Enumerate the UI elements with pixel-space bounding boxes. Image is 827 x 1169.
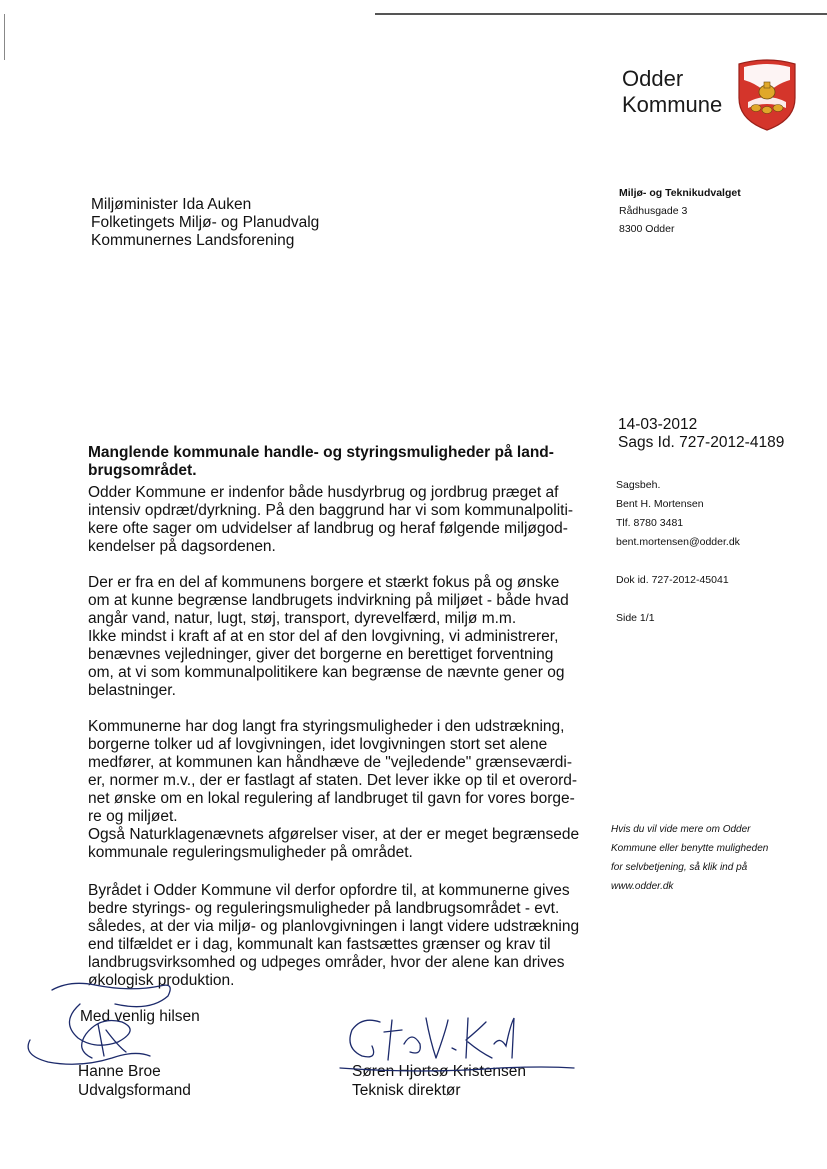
body-line: medfører, at kommunen kan håndhæve de "vejledende" grænseværdi- (88, 754, 573, 771)
body-paragraph-1 (88, 484, 578, 556)
handler-label: Sagsbeh. (616, 479, 661, 491)
handler-phone: Tlf. 8780 3481 (616, 517, 684, 529)
recipient-line: Kommunernes Landsforening (91, 232, 295, 249)
body-line: landbrugsvirksomhed og udpeges områder, hvor der alene kan drives (88, 954, 565, 971)
body-line: end tilfældet er i dag, kommunalt kan fastsættes grænser og krav til (88, 936, 551, 953)
closing-greeting: Med venlig hilsen (80, 1008, 200, 1025)
signatory-title: Udvalgsformand (78, 1082, 191, 1099)
body-line: Odder Kommune er indenfor både husdyrbrug og jordbrug præget af (88, 484, 559, 501)
body-line: belastninger. (88, 682, 176, 699)
case-handler-block (616, 476, 740, 628)
sender-address (619, 184, 741, 238)
body-paragraph-3 (88, 718, 578, 862)
signatory-title: Teknisk direktør (352, 1082, 461, 1099)
subject-line: brugsområdet. (88, 462, 197, 479)
note-line: Hvis du vil vide mere om Odder (611, 824, 751, 835)
logo-line-1: Odder (622, 66, 684, 91)
body-line: om at kunne begrænse landbrugets indvirkning på miljøet - både hvad (88, 592, 569, 609)
sender-city: 8300 Odder (619, 223, 675, 235)
recipient-block (91, 196, 319, 250)
body-paragraph-4 (88, 882, 578, 990)
body-line: kendelser på dagsordenen. (88, 538, 276, 555)
recipient-line: Miljøminister Ida Auken (91, 196, 252, 213)
body-line: Byrådet i Odder Kommune vil derfor opfordre til, at kommunerne gives (88, 882, 570, 899)
body-line: Også Naturklagenævnets afgørelser viser, at der er meget begrænsede (88, 826, 580, 843)
body-line: bedre styrings- og reguleringsmuligheder på landbrugsområdet - evt. (88, 900, 560, 917)
body-line: kommunale reguleringsmuligheder på området. (88, 844, 413, 861)
body-line: Ikke mindst i kraft af at en stor del af den lovgivning, vi administrerer, (88, 628, 559, 645)
body-line: borgerne tolker ud af lovgivningen, idet lovgivningen stort set alene (88, 736, 548, 753)
document-id: Dok id. 727-2012-45041 (616, 574, 729, 586)
signatory-name: Hanne Broe (78, 1063, 161, 1080)
coat-of-arms-icon (736, 58, 798, 132)
website-link[interactable]: www.odder.dk (611, 881, 674, 892)
page-number: Side 1/1 (616, 612, 655, 624)
note-line: Kommune eller benytte muligheden (611, 843, 769, 854)
sender-department: Miljø- og Teknikudvalget (619, 187, 741, 199)
body-line: kere ofte sager om udvidelser af landbrug og heraf følgende miljøgod- (88, 520, 568, 537)
body-line: Der er fra en del af kommunens borgere et stærkt fokus på og ønske (88, 574, 560, 591)
body-line: om, at vi som kommunalpolitikere kan begrænse de nævnte gener og (88, 664, 565, 681)
signatory-1 (78, 1062, 191, 1100)
municipality-logo-text (622, 66, 722, 118)
letter-date: 14-03-2012 (618, 416, 698, 433)
sender-street: Rådhusgade 3 (619, 205, 688, 217)
subject-line: Manglende kommunale handle- og styringsmuligheder på land- (88, 444, 554, 461)
margin-mark (4, 14, 5, 60)
body-line: Kommunerne har dog langt fra styringsmuligheder i den udstrækning, (88, 718, 565, 735)
logo-line-2: Kommune (622, 92, 723, 117)
body-line: intensiv opdræt/dyrkning. På den baggrund har vi som kommunalpoliti- (88, 502, 574, 519)
body-line: benævnes vejledninger, giver det borgerne en berettiget forventning (88, 646, 554, 663)
recipient-line: Folketingets Miljø- og Planudvalg (91, 214, 320, 231)
date-block (618, 416, 784, 452)
top-rule (375, 13, 827, 15)
body-line: er, normer m.v., der er fastlagt af staten. Det lever ikke op til et overord- (88, 772, 578, 789)
case-id: Sags Id. 727-2012-4189 (618, 434, 785, 451)
handler-name: Bent H. Mortensen (616, 498, 704, 510)
body-line: net ønske om en lokal regulering af landbruget til gavn for vores borge- (88, 790, 575, 807)
signatory-name: Søren Hjortsø Kristensen (352, 1063, 526, 1080)
body-line: økologisk produktion. (88, 972, 235, 989)
handler-email: bent.mortensen@odder.dk (616, 536, 740, 548)
website-note (611, 820, 768, 896)
body-paragraph-2 (88, 574, 578, 700)
note-line: for selvbetjening, så klik ind på (611, 862, 748, 873)
body-line: angår vand, natur, lugt, støj, transport, dyrevelfærd, miljø m.m. (88, 610, 517, 627)
signatory-2 (352, 1062, 526, 1100)
body-line: re og miljøet. (88, 808, 178, 825)
body-line: således, at der via miljø- og planlovgivningen i langt videre udstrækning (88, 918, 580, 935)
letter-subject (88, 444, 568, 480)
